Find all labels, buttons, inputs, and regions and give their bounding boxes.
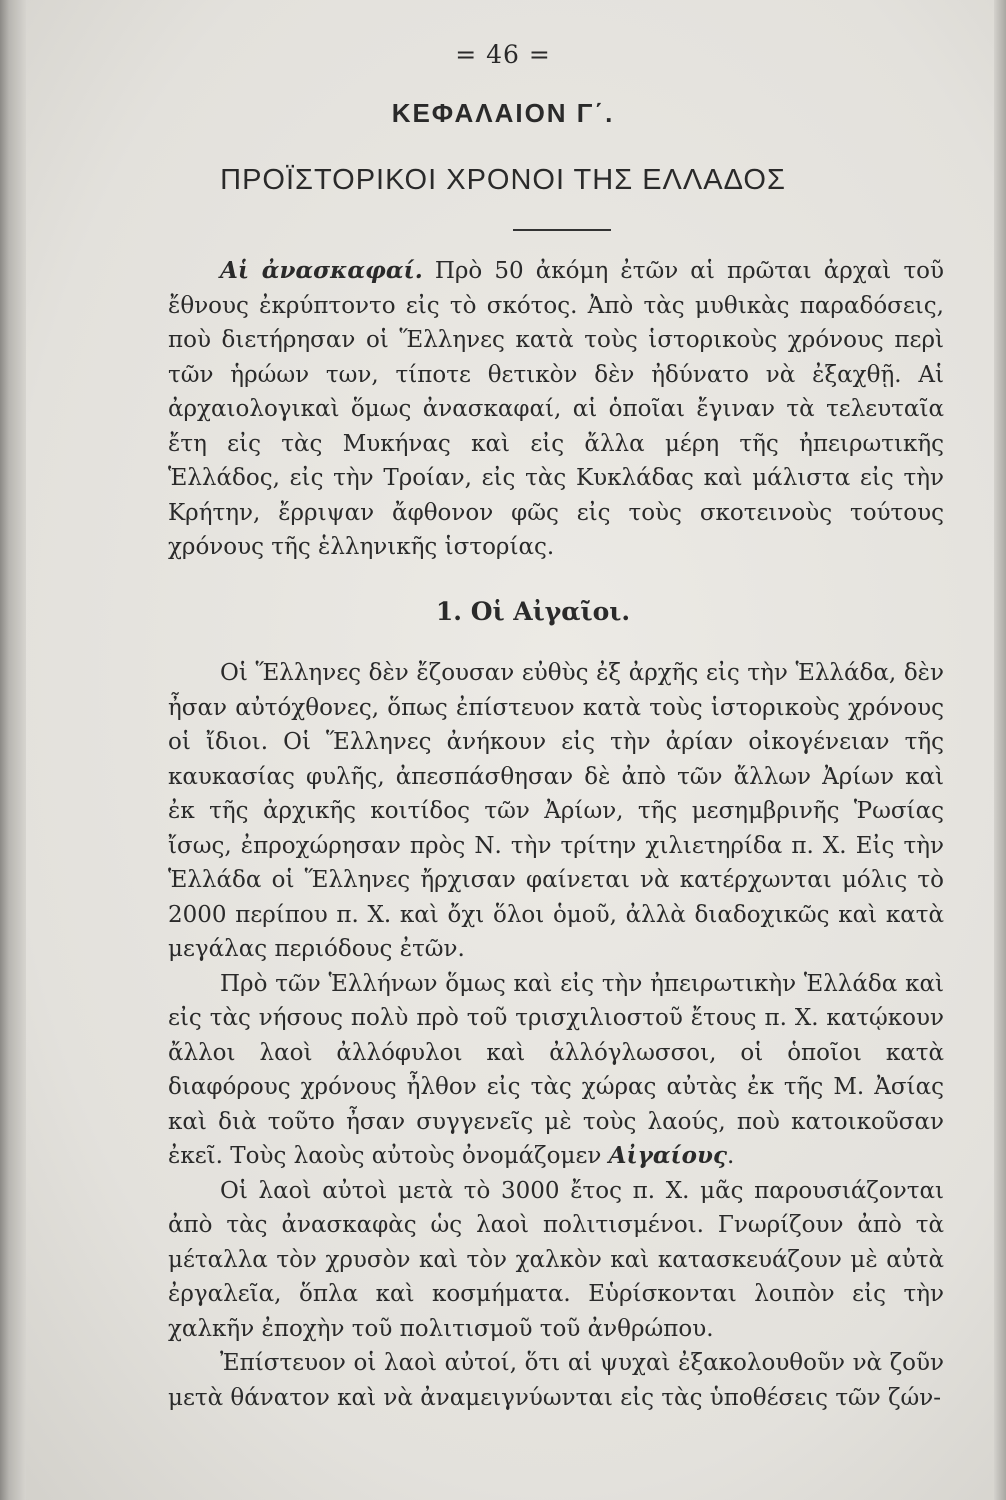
section-paragraph-2-after: . <box>726 1143 735 1169</box>
section-paragraph-2 <box>168 967 944 1174</box>
section-paragraph-2-text: Πρὸ τῶν Ἑλλήνων ὅμως καὶ εἰς τὴν ἠπειρωτικὴν Ἑλλάδα καὶ εἰς τὰς νήσους πολὺ πρὸ τοῦ τρισχιλιοστοῦ ἔτους π. Χ. κατῴκουν ἄλλοι λαοὶ ἀλλόφυλοι καὶ ἀλλόγλωσσοι, οἱ ὁποῖοι κατὰ διαφόρους χρόνους ἦλθον εἰς τὰς χώρας αὐτὰς ἐκ τῆς Μ. Ἀσίας καὶ διὰ τοῦτο ἦσαν συγγενεῖς μὲ τοὺς λαούς, ποὺ κατοικοῦσαν ἐκεῖ. Τοὺς λαοὺς αὐτοὺς ὀνομάζομεν <box>168 970 944 1169</box>
intro-body: Πρὸ 50 ἀκόμη ἐτῶν αἱ πρῶται ἀρχαὶ τοῦ ἔθνους ἐκρύπτοντο εἰς τὸ σκότος. Ἀπὸ τὰς μυθικὰς παραδόσεις, ποὺ διετήρησαν οἱ Ἕλληνες κατὰ τοὺς ἱστορικοὺς χρόνους περὶ τῶν ἡρώων των, τίποτε θετικὸν δὲν ἠδύνατο νὰ ἐξαχθῇ. Αἱ ἀρχαιολογικαὶ ὅμως ἀνασκαφαί, αἱ ὁποῖαι ἔγιναν τὰ τελευταῖα ἔτη εἰς τὰς Μυκήνας καὶ εἰς ἄλλα μέρη τῆς ἠπειρωτικῆς Ἑλλάδος, εἰς τὴν Τροίαν, εἰς τὰς Κυκλάδας καὶ μάλιστα εἰς τὴν Κρήτην, ἔρριψαν ἄφθονον φῶς εἰς τοὺς σκοτεινοὺς τούτους χρόνους τῆς ἑλληνικῆς ἱστορίας. <box>168 258 944 560</box>
intro-block <box>168 254 944 565</box>
page-number: = 46 = <box>455 40 551 69</box>
section-paragraph-4: Ἐπίστευον οἱ λαοὶ αὐτοί, ὅτι αἱ ψυχαὶ ἐξακολουθοῦν νὰ ζοῦν μετὰ θάνατον καὶ νὰ ἀναμειγνύωνται εἰς τὰς ὑποθέσεις τῶν ζών- <box>168 1350 944 1411</box>
term-aegeans: Αἰγαίους <box>608 1142 727 1169</box>
book-spine-shadow <box>0 0 26 1500</box>
section-paragraph-3: Οἱ λαοὶ αὐτοὶ μετὰ τὸ 3000 ἔτος π. Χ. μᾶς παρουσιάζονται ἀπὸ τὰς ἀνασκαφὰς ὡς λαοὶ πολιτισμένοι. Γνωρίζουν ἀπὸ τὰ μέταλλα τὸν χρυσὸν καὶ τὸν χαλκὸν καὶ κατασκευάζουν μὲ αὐτὰ ἐργαλεῖα, ὅπλα καὶ κοσμήματα. Εὑρίσκονται λοιπὸν εἰς τὴν χαλκῆν ἐποχὴν τοῦ πολιτισμοῦ τοῦ ἀνθρώπου. <box>168 1177 944 1342</box>
intro-paragraph <box>168 254 944 565</box>
chapter-subtitle: ΠΡΟΪΣΤΟΡΙΚΟΙ ΧΡΟΝΟΙ ΤΗΣ ΕΛΛΑΔΟΣ <box>220 164 786 196</box>
page-edge-shadow <box>994 0 1006 1500</box>
intro-lead: Αἱ ἀνασκαφαί. <box>220 257 423 284</box>
title-divider <box>513 229 611 231</box>
section-heading: 1. Οἱ Αἰγαῖοι. <box>435 597 631 626</box>
section-paragraph-1: Οἱ Ἕλληνες δὲν ἔζουσαν εὐθὺς ἐξ ἀρχῆς εἰς τὴν Ἑλλάδα, δὲν ἦσαν αὐτόχθονες, ὅπως ἐπίστευον κατὰ τοὺς ἱστορικοὺς χρόνους οἱ ἴδιοι. Οἱ Ἕλληνες ἀνήκουν εἰς τὴν ἀρίαν οἰκογένειαν τῆς καυκασίας φυλῆς, ἀπεσπάσθησαν δὲ ἀπὸ τῶν ἄλλων Ἀρίων καὶ ἐκ τῆς ἀρχικῆς κοιτίδος τῶν Ἀρίων, τῆς μεσημβρινῆς Ῥωσίας ἴσως, ἐπροχώρησαν πρὸς Ν. τὴν τρίτην χιλιετηρίδα π. Χ. Εἰς τὴν Ἑλλάδα οἱ Ἕλληνες ἤρχισαν φαίνεται νὰ κατέρχωνται μόλις τὸ 2000 περίπου π. Χ. καὶ ὄχι ὅλοι ὁμοῦ, ἀλλὰ διαδοχικῶς καὶ κατὰ μεγάλας περιόδους ἐτῶν. <box>168 660 944 962</box>
section-body <box>168 656 944 1415</box>
chapter-title: ΚΕΦΑΛΑΙΟΝ Γ΄. <box>391 98 615 128</box>
